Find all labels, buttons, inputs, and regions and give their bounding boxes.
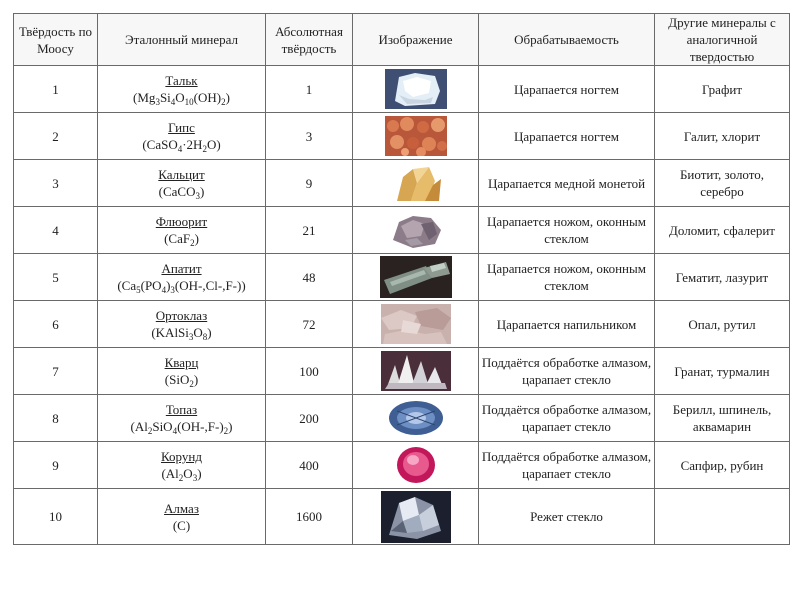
reference-mineral-cell [98,207,266,254]
mineral-formula: (CaCO$_3$) [158,184,205,201]
mineral-name: Алмаз [164,500,199,516]
workability-value: Царапается ножом, оконным стеклом [479,254,655,301]
mohs-value: 8 [14,395,98,442]
mineral-formula: $(Ca_5(PO_4)_3(OH-,Cl-,F-))$ [117,278,246,295]
reference-mineral-cell [98,395,266,442]
other-minerals-value: Доломит, сфалерит [655,207,790,254]
table-row [14,113,790,160]
image-cell [353,207,479,254]
table-row [14,395,790,442]
mineral-formula: $(KAlSi_3O_8)$ [151,325,212,342]
workability-value: Царапается ногтем [479,66,655,113]
other-minerals-value: Гематит, лазурит [655,254,790,301]
mineral-name: Гипс [168,120,195,135]
orthoclase-image [381,304,451,344]
workability-value: Режет стекло [479,489,655,545]
mineral-name: Тальк [165,73,198,88]
mohs-value: 3 [14,160,98,207]
image-cell [353,254,479,301]
image-cell [353,160,479,207]
table-row [14,254,790,301]
mineral-formula: $(Al_2O_3)$ [161,466,202,483]
calcite-image [385,163,447,203]
mineral-name: Корунд [161,449,202,464]
reference-mineral-cell [98,348,266,395]
mineral-formula: $(Mg_3Si_4O_{10}(OH)_2)$ [133,90,230,107]
header-mohs-hardness: Твёрдость по Моосу [14,14,98,66]
mohs-value: 6 [14,301,98,348]
reference-mineral-cell [98,113,266,160]
absolute-hardness-value: 48 [266,254,353,301]
mohs-value: 2 [14,113,98,160]
workability-value: Царапается напильником [479,301,655,348]
table-row [14,301,790,348]
mohs-value: 7 [14,348,98,395]
mohs-value: 1 [14,66,98,113]
table-row [14,66,790,113]
absolute-hardness-value: 400 [266,442,353,489]
image-cell [353,66,479,113]
talc-image [385,69,447,109]
absolute-hardness-value: 72 [266,301,353,348]
reference-mineral-cell [98,442,266,489]
table-row [14,348,790,395]
mineral-name: Кальцит [158,167,205,182]
table-row [14,489,790,545]
other-minerals-value: Сапфир, рубин [655,442,790,489]
absolute-hardness-value: 1 [266,66,353,113]
workability-value: Царапается ногтем [479,113,655,160]
workability-value: Поддаётся обработке алмазом, царапает стекло [479,395,655,442]
reference-mineral-cell [98,66,266,113]
other-minerals-value [655,489,790,545]
fluorite-image [385,210,447,250]
absolute-hardness-value: 1600 [266,489,353,545]
absolute-hardness-value: 21 [266,207,353,254]
topaz-image [385,397,447,439]
reference-mineral-cell [98,301,266,348]
other-minerals-value: Биотит, золото, серебро [655,160,790,207]
other-minerals-value: Гранат, турмалин [655,348,790,395]
gypsum-image [385,116,447,156]
header-workability: Обрабатываемость [479,14,655,66]
header-other-minerals: Другие минералы с аналогичной твердостью [655,14,790,66]
mineral-name: Топаз [165,402,198,417]
mohs-value: 5 [14,254,98,301]
header-image: Изображение [353,14,479,66]
table-row [14,207,790,254]
absolute-hardness-value: 100 [266,348,353,395]
workability-value: Царапается медной монетой [479,160,655,207]
other-minerals-value: Галит, хлорит [655,113,790,160]
other-minerals-value: Опал, рутил [655,301,790,348]
mineral-name: Флюорит [155,214,208,229]
reference-mineral-cell [98,489,266,545]
other-minerals-value: Берилл, шпинель, аквамарин [655,395,790,442]
image-cell [353,395,479,442]
mineral-formula: (CaF$_2$) [164,231,199,248]
mohs-value: 9 [14,442,98,489]
table-row [14,442,790,489]
other-minerals-value: Графит [655,66,790,113]
mineral-formula: (SiO$_2$) [164,372,199,389]
absolute-hardness-value: 200 [266,395,353,442]
mineral-formula: $(Al_2SiO_4(OH-,F-)_2)$ [130,419,233,436]
table-row [14,160,790,207]
apatite-image [380,256,452,298]
diamond-image [381,491,451,543]
mineral-formula: (C) [172,517,191,533]
reference-mineral-cell [98,160,266,207]
mineral-name: Кварц [164,355,199,370]
workability-value: Поддаётся обработке алмазом, царапает стекло [479,348,655,395]
absolute-hardness-value: 9 [266,160,353,207]
absolute-hardness-value: 3 [266,113,353,160]
mineral-formula: $(CaSO_4\cdot 2H_2O)$ [142,137,221,154]
image-cell [353,113,479,160]
workability-value: Поддаётся обработке алмазом, царапает стекло [479,442,655,489]
reference-mineral-cell [98,254,266,301]
mineral-name: Ортоклаз [155,308,208,323]
image-cell [353,489,479,545]
image-cell [353,348,479,395]
image-cell [353,442,479,489]
mohs-value: 10 [14,489,98,545]
image-cell [353,301,479,348]
quartz-image [381,351,451,391]
workability-value: Царапается ножом, оконным стеклом [479,207,655,254]
mohs-hardness-table [13,13,790,545]
header-row [14,14,790,66]
mineral-name: Апатит [161,261,202,276]
header-reference-mineral: Эталонный минерал [98,14,266,66]
header-absolute-hardness: Абсолютная твёрдость [266,14,353,66]
corundum-image [391,444,441,486]
mohs-value: 4 [14,207,98,254]
